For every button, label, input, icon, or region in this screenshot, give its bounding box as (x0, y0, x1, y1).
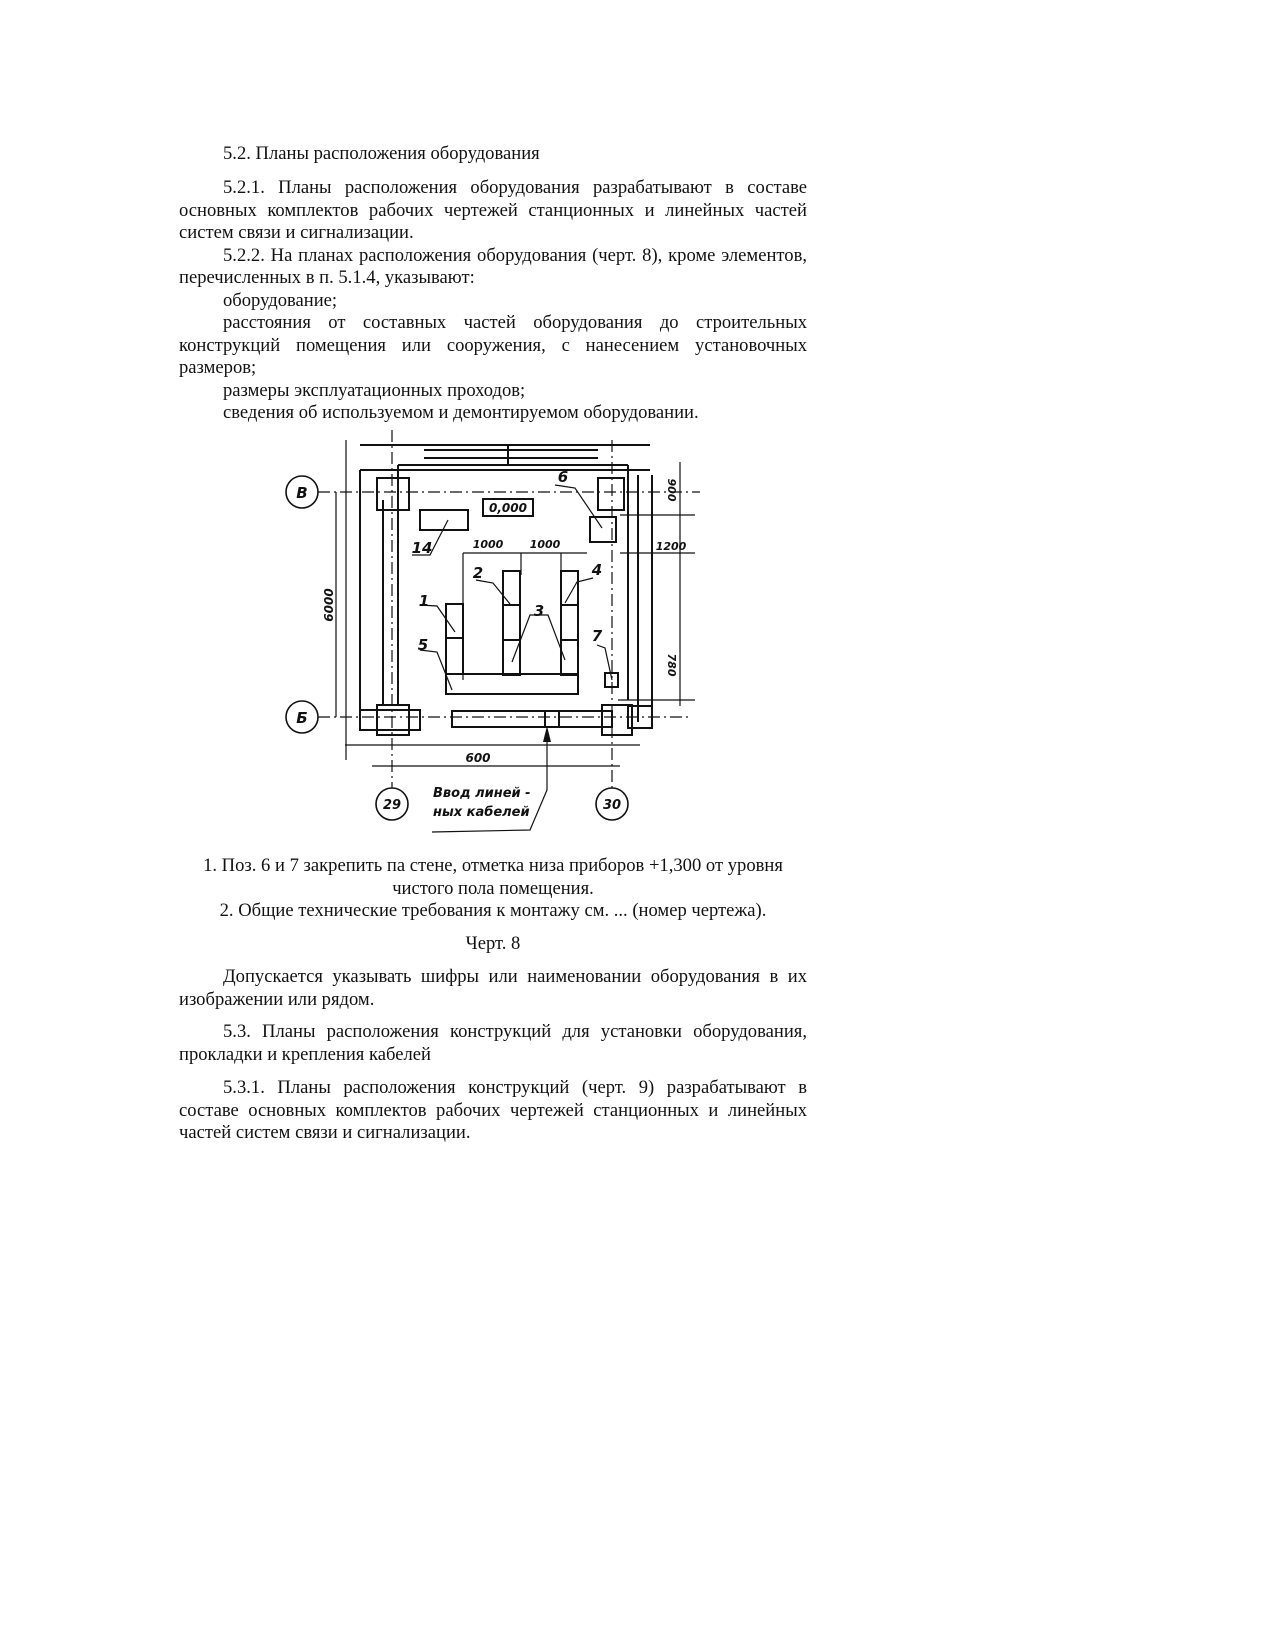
paragraph-allow (179, 966, 807, 1011)
position-label: 1 (418, 592, 430, 610)
axis-label-row-bottom: Б (296, 709, 308, 727)
section-heading-5-3 (179, 1021, 807, 1066)
dimension-600: 600 (465, 751, 491, 765)
paragraph-5-3-1 (179, 1077, 807, 1145)
list-item: расстояния от составных частей оборудования до строительных конструкций помещения или сооружения, с нанесением установочных размеров; (179, 312, 807, 378)
list-item: размеры эксплуатационных проходов; (223, 379, 526, 401)
position-label: 5 (417, 636, 429, 654)
dimension-6000: 6000 (322, 588, 336, 622)
paragraph-5-2-2: 5.2.2. На планах расположения оборудования (черт. 8), кроме элементов, перечисленных в п. 5.1.4, указывают: (179, 244, 807, 288)
caption-text: Черт. 8 (465, 933, 521, 954)
position-label: 3 (533, 602, 545, 620)
dimension-1000-a: 1000 (472, 538, 504, 551)
position-label: 6 (557, 468, 569, 486)
paragraph-5-2-1: 5.2.1. Планы расположения оборудования разрабатывают в составе основных комплектов рабочих чертежей станционных и линейных частей систем связи и сигнализации. (179, 177, 807, 243)
dimension-900: 900 (665, 478, 678, 502)
dimension-780: 780 (665, 653, 678, 677)
paragraph-text: Допускается указывать шифры или наименовании оборудования в их изображении или рядом. (179, 966, 807, 1010)
dimension-1200: 1200 (655, 540, 687, 553)
position-label: 2 (472, 564, 484, 582)
equipment-layout-drawing (280, 428, 720, 848)
note-2: 2. Общие технические требования к монтажу см. ... (номер чертежа). (219, 900, 767, 921)
elevation-mark: 0,000 (489, 501, 527, 515)
axis-label-col-right: 30 (602, 798, 622, 813)
list-item: сведения об используемом и демонтируемом оборудовании. (223, 402, 699, 423)
note-1-line-1: 1. Поз. 6 и 7 закрепить па стене, отметка низа приборов +1,300 от уровня (203, 855, 783, 876)
axis-label-col-left: 29 (382, 798, 402, 813)
paragraph-text: 5.3.1. Планы расположения конструкций (черт. 9) разрабатывают в составе основных комплектов рабочих чертежей станционных и линейных частей систем связи и сигнализации. (179, 1077, 807, 1143)
floor-plan-svg (280, 428, 720, 848)
dimension-1000-b: 1000 (529, 538, 561, 551)
position-label: 4 (591, 561, 603, 579)
list-item: оборудование; (223, 289, 338, 311)
cable-entry-label: Ввод линей - (433, 786, 531, 801)
section-5-2-body (179, 177, 807, 425)
heading-text: 5.2. Планы расположения оборудования (223, 143, 540, 164)
position-label: 14 (411, 539, 433, 557)
section-heading-5-2 (179, 143, 807, 166)
cable-entry-label: ных кабелей (433, 805, 530, 820)
heading-text: 5.3. Планы расположения конструкций для установки оборудования, прокладки и крепления кабелей (179, 1021, 807, 1065)
figure-notes (179, 855, 807, 923)
position-label: 7 (591, 627, 603, 645)
axis-label-row-top: В (296, 484, 308, 502)
figure-caption (179, 933, 807, 956)
note-1-line-2: чистого пола помещения. (392, 877, 594, 899)
